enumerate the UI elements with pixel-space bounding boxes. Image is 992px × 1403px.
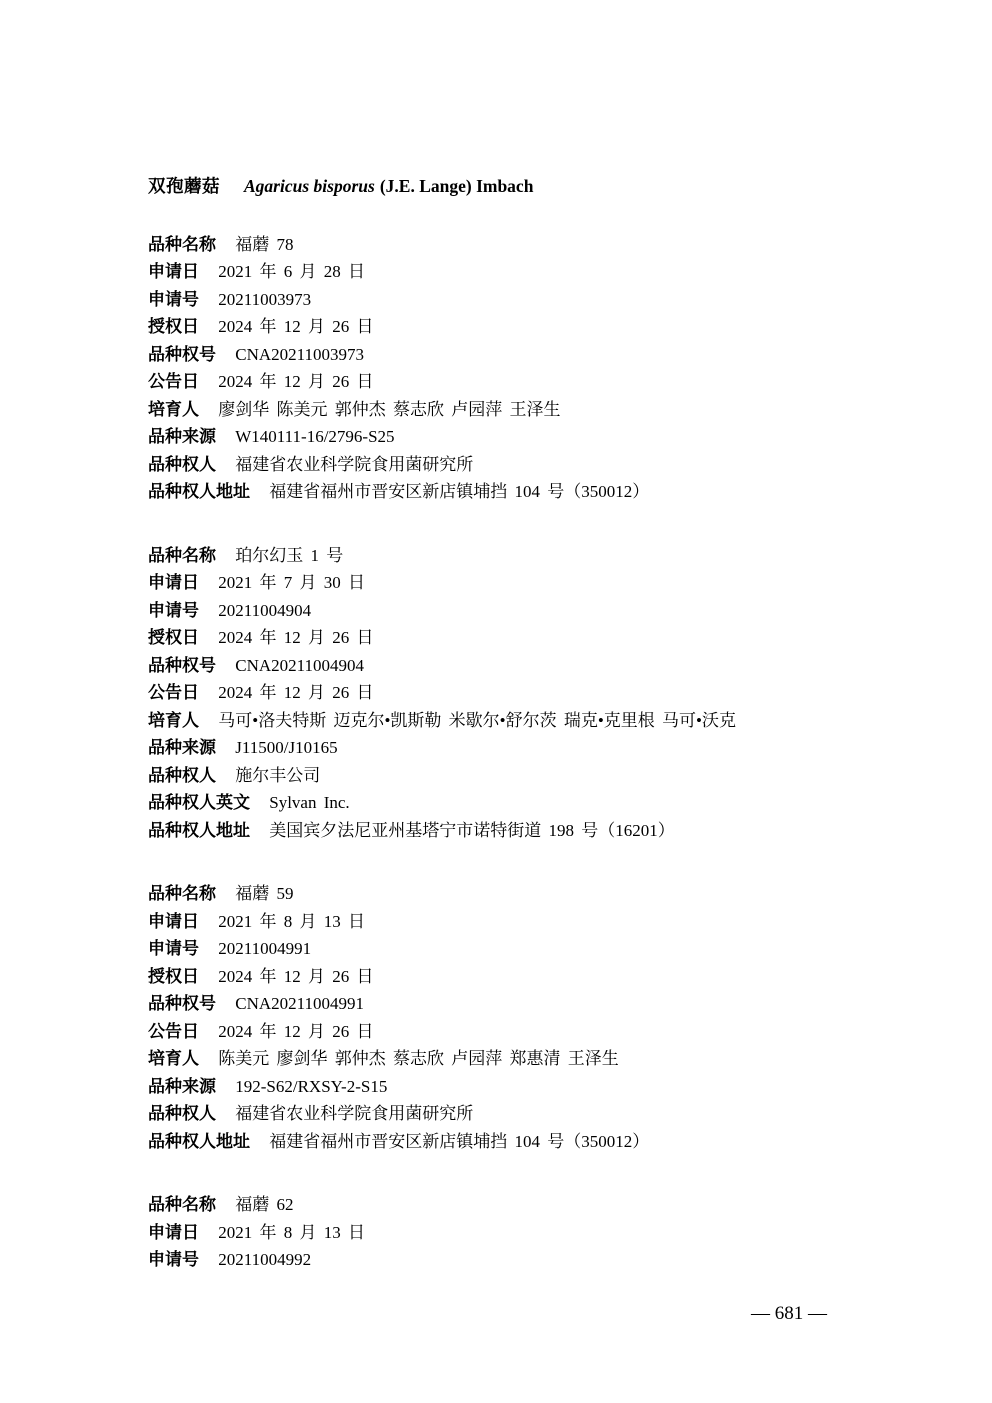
field-label: 品种来源	[148, 738, 216, 757]
field-label: 申请日	[148, 573, 199, 592]
field-value: 福建省农业科学院食用菌研究所	[235, 454, 474, 474]
record-field-row	[148, 1073, 892, 1101]
field-value: 20211004991	[218, 939, 312, 958]
record-field-row	[148, 734, 892, 762]
field-label: 品种来源	[148, 427, 216, 446]
field-value: 2024 年 12 月 26 日	[218, 1021, 374, 1041]
record-field-row	[148, 679, 892, 707]
record-field-row	[148, 990, 892, 1018]
field-label: 品种权人地址	[148, 1131, 250, 1151]
record-fields	[148, 880, 892, 1155]
record-fields	[148, 231, 892, 506]
field-value: 2021 年 7 月 30 日	[218, 573, 365, 592]
record-field-row	[148, 707, 892, 735]
field-label: 品种权号	[148, 344, 216, 364]
record-field-row	[148, 652, 892, 680]
species-title	[148, 173, 892, 201]
field-value: 福建省福州市晋安区新店镇埔挡 104 号（350012）	[269, 482, 650, 501]
records	[148, 231, 892, 1274]
field-label: 申请号	[148, 939, 199, 958]
record-field-row	[148, 258, 892, 286]
field-value: 192-S62/RXSY-2-S15	[235, 1076, 388, 1096]
record-fields	[148, 542, 892, 845]
field-value: 廖剑华 陈美元 郭仲杰 蔡志欣 卢园萍 王泽生	[218, 399, 561, 419]
record-field-row	[148, 1100, 892, 1128]
record-field-row	[148, 1219, 892, 1247]
field-label: 申请日	[148, 911, 199, 931]
species-title-latin-name: Agaricus bisporus	[244, 176, 375, 196]
field-label: 品种权人地址	[148, 482, 250, 501]
record-field-row	[148, 1191, 892, 1219]
field-value: 20211003973	[218, 289, 312, 309]
record-field-row	[148, 1018, 892, 1046]
field-value: Sylvan Inc.	[269, 793, 350, 812]
field-label: 品种来源	[148, 1076, 216, 1096]
record-field-row	[148, 478, 892, 506]
field-label: 品种名称	[148, 545, 216, 565]
field-label: 品种名称	[148, 1195, 216, 1214]
field-value: 2024 年 12 月 26 日	[218, 317, 374, 336]
species-title-chinese: 双孢蘑菇	[148, 176, 220, 196]
field-value: CNA20211003973	[235, 344, 365, 364]
field-label: 品种权人	[148, 765, 216, 785]
record-field-row	[148, 231, 892, 259]
record-field-row	[148, 789, 892, 817]
record-field-row	[148, 762, 892, 790]
field-value: 2024 年 12 月 26 日	[218, 683, 374, 702]
field-label: 品种权人	[148, 454, 216, 474]
field-value: 20211004904	[218, 600, 312, 620]
field-value: 2024 年 12 月 26 日	[218, 966, 374, 986]
field-value: 美国宾夕法尼亚州基塔宁市诺特街道 198 号（16201）	[269, 820, 675, 840]
field-value: 珀尔幻玉 1 号	[235, 545, 344, 565]
field-label: 品种名称	[148, 884, 216, 903]
field-value: 福建省农业科学院食用菌研究所	[235, 1104, 474, 1123]
field-label: 培育人	[148, 1049, 199, 1068]
field-label: 申请日	[148, 262, 199, 281]
field-label: 品种权号	[148, 655, 216, 675]
field-label: 品种权号	[148, 994, 216, 1013]
field-label: 公告日	[148, 372, 199, 391]
record-field-row	[148, 1246, 892, 1274]
record-field-row	[148, 286, 892, 314]
field-label: 公告日	[148, 1021, 199, 1041]
field-label: 品种权人地址	[148, 820, 250, 840]
field-label: 授权日	[148, 628, 199, 647]
field-label: 品种权人英文	[148, 793, 250, 812]
field-value: CNA20211004991	[235, 994, 365, 1013]
record-field-row	[148, 963, 892, 991]
field-label: 申请号	[148, 289, 199, 309]
field-label: 公告日	[148, 683, 199, 702]
record-field-row	[148, 341, 892, 369]
field-label: 申请号	[148, 600, 199, 620]
field-value: 福蘑 59	[235, 884, 294, 903]
species-title-authority: (J.E. Lange) Imbach	[379, 176, 534, 196]
record-fields	[148, 1191, 892, 1274]
field-value: CNA20211004904	[235, 655, 365, 675]
record-field-row	[148, 880, 892, 908]
field-value: 马可•洛夫特斯 迈克尔•凯斯勒 米歇尔•舒尔茨 瑞克•克里根 马可•沃克	[218, 710, 737, 730]
field-value: 2021 年 8 月 13 日	[218, 911, 365, 931]
record-field-row	[148, 313, 892, 341]
field-label: 授权日	[148, 966, 199, 986]
record-field-row	[148, 597, 892, 625]
field-label: 申请号	[148, 1250, 199, 1269]
field-value: W140111-16/2796-S25	[235, 427, 395, 446]
record-block	[148, 1191, 892, 1274]
field-label: 培育人	[148, 710, 199, 730]
field-value: 施尔丰公司	[235, 765, 321, 785]
record-field-row	[148, 542, 892, 570]
record-field-row	[148, 624, 892, 652]
field-value: 20211004992	[218, 1250, 312, 1269]
field-value: 福蘑 62	[235, 1195, 294, 1214]
record-field-row	[148, 396, 892, 424]
record-field-row	[148, 1045, 892, 1073]
field-value: J11500/J10165	[235, 738, 338, 757]
field-label: 授权日	[148, 317, 199, 336]
field-label: 品种名称	[148, 234, 216, 254]
page-number: — 681 —	[751, 1303, 827, 1324]
record-field-row	[148, 908, 892, 936]
record-field-row	[148, 423, 892, 451]
record-field-row	[148, 935, 892, 963]
record-field-row	[148, 569, 892, 597]
field-value: 2024 年 12 月 26 日	[218, 628, 374, 647]
record-field-row	[148, 451, 892, 479]
record-block	[148, 231, 892, 506]
record-block	[148, 542, 892, 845]
record-field-row	[148, 817, 892, 845]
field-value: 2021 年 8 月 13 日	[218, 1222, 365, 1242]
record-field-row	[148, 1128, 892, 1156]
field-value: 2021 年 6 月 28 日	[218, 262, 365, 281]
field-value: 福蘑 78	[235, 234, 294, 254]
field-value: 福建省福州市晋安区新店镇埔挡 104 号（350012）	[269, 1131, 650, 1151]
field-label: 品种权人	[148, 1104, 216, 1123]
record-field-row	[148, 368, 892, 396]
field-value: 陈美元 廖剑华 郭仲杰 蔡志欣 卢园萍 郑惠清 王泽生	[218, 1049, 619, 1068]
field-label: 培育人	[148, 399, 199, 419]
record-block	[148, 880, 892, 1155]
field-value: 2024 年 12 月 26 日	[218, 372, 374, 391]
field-label: 申请日	[148, 1222, 199, 1242]
